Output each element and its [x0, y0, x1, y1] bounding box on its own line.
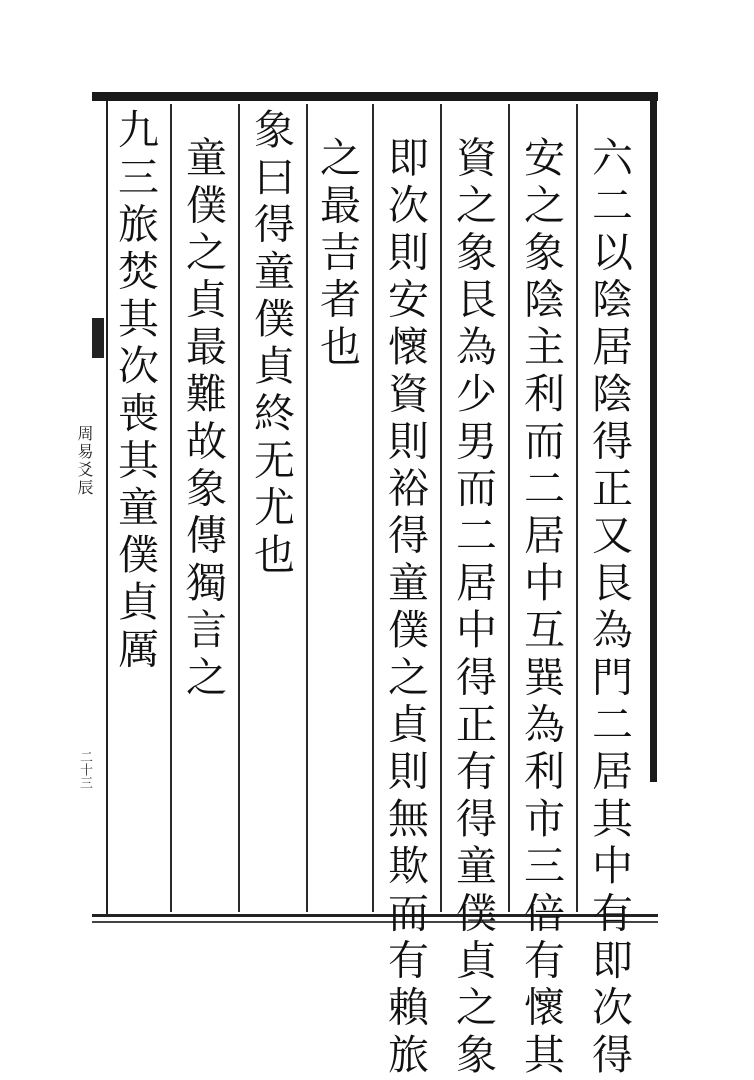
text-column-2: 安之象陰主利而二居中互巽為利市三倍有懷其	[517, 136, 565, 1080]
frame-top-border	[92, 92, 658, 101]
spine-fish-tail-mark	[92, 318, 104, 358]
text-column-5: 之最吉者也	[313, 136, 361, 372]
margin-spine	[92, 101, 108, 914]
column-rule	[238, 104, 240, 912]
text-column-3: 資之象艮為少男而二居中得正有得童僕貞之象	[449, 136, 497, 1080]
text-column-4: 即次則安懷資則裕得童僕之貞則無欺而有賴旅	[381, 136, 429, 1080]
spine-title: 周易爻辰	[75, 425, 94, 497]
frame-right-border	[650, 92, 657, 782]
column-rule	[440, 104, 442, 912]
spine-page-number: 二十三	[77, 750, 92, 789]
text-column-1: 六二以陰居陰得正又艮為門二居其中有即次得	[585, 136, 633, 1080]
frame-bottom-border	[92, 914, 658, 917]
text-column-8: 九三旅焚其次喪其童僕貞厲	[111, 108, 159, 675]
text-column-7: 童僕之貞最難故象傳獨言之	[179, 136, 227, 703]
text-column-6: 象曰得童僕貞終无尤也	[247, 108, 295, 580]
column-rule	[372, 104, 374, 912]
frame-bottom-border-inner	[92, 921, 658, 923]
column-rule	[508, 104, 510, 912]
column-rule	[306, 104, 308, 912]
column-rule	[576, 104, 578, 912]
column-rule	[170, 104, 172, 912]
